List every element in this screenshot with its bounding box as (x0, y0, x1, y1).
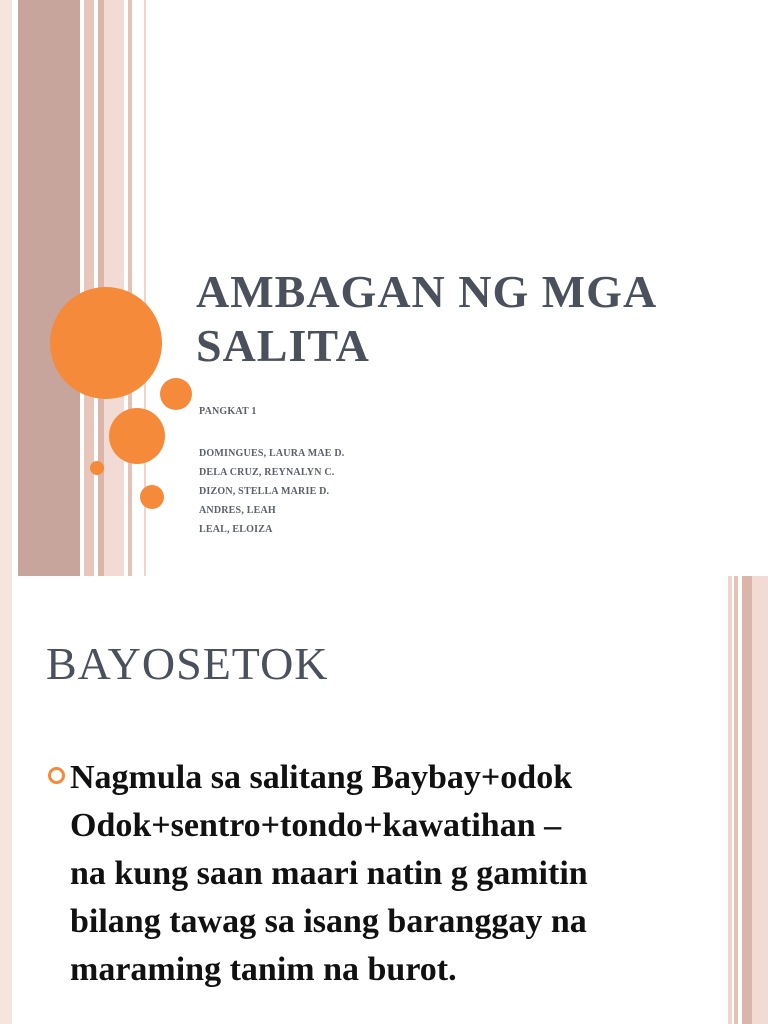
decorative-circle (160, 378, 192, 410)
bullet-line: bilang tawag sa isang baranggay na (70, 903, 587, 940)
slide-heading: BAYOSETOK (46, 638, 329, 689)
member-name: DIZON, STELLA MARIE D. (199, 486, 330, 497)
bullet-line: maraming tanim na burot. (70, 951, 457, 988)
member-name: ANDRES, LEAH (199, 505, 276, 516)
decorative-stripe (0, 576, 12, 1024)
bullet-text (70, 754, 690, 994)
member-name: DOMINGUES, LAURA MAE D. (199, 448, 345, 459)
bullet-line: Nagmula sa salitang Baybay+odok (70, 759, 573, 796)
decorative-stripes (0, 0, 150, 576)
bullet-line: na kung saan maari natin g gamitin (70, 855, 588, 892)
decorative-circle (109, 408, 165, 464)
member-list (199, 444, 344, 539)
content-slide (0, 576, 768, 1024)
member-name: DELA CRUZ, REYNALYN C. (199, 467, 335, 478)
decorative-circle (90, 461, 104, 475)
member-name: LEAL, ELOIZA (199, 524, 273, 535)
decorative-circle (140, 485, 164, 509)
decorative-circle (50, 287, 162, 399)
decorative-stripes (728, 576, 768, 1024)
slide-subtitle: PANGKAT 1 (199, 406, 257, 417)
bullet-line: Odok+sentro+tondo+kawatihan – (70, 807, 562, 844)
slide-title-line: SALITA (196, 320, 370, 371)
slide-title-line: AMBAGAN NG MGA (196, 266, 658, 317)
bullet-ring-icon (48, 767, 65, 784)
slide-title (196, 265, 756, 373)
